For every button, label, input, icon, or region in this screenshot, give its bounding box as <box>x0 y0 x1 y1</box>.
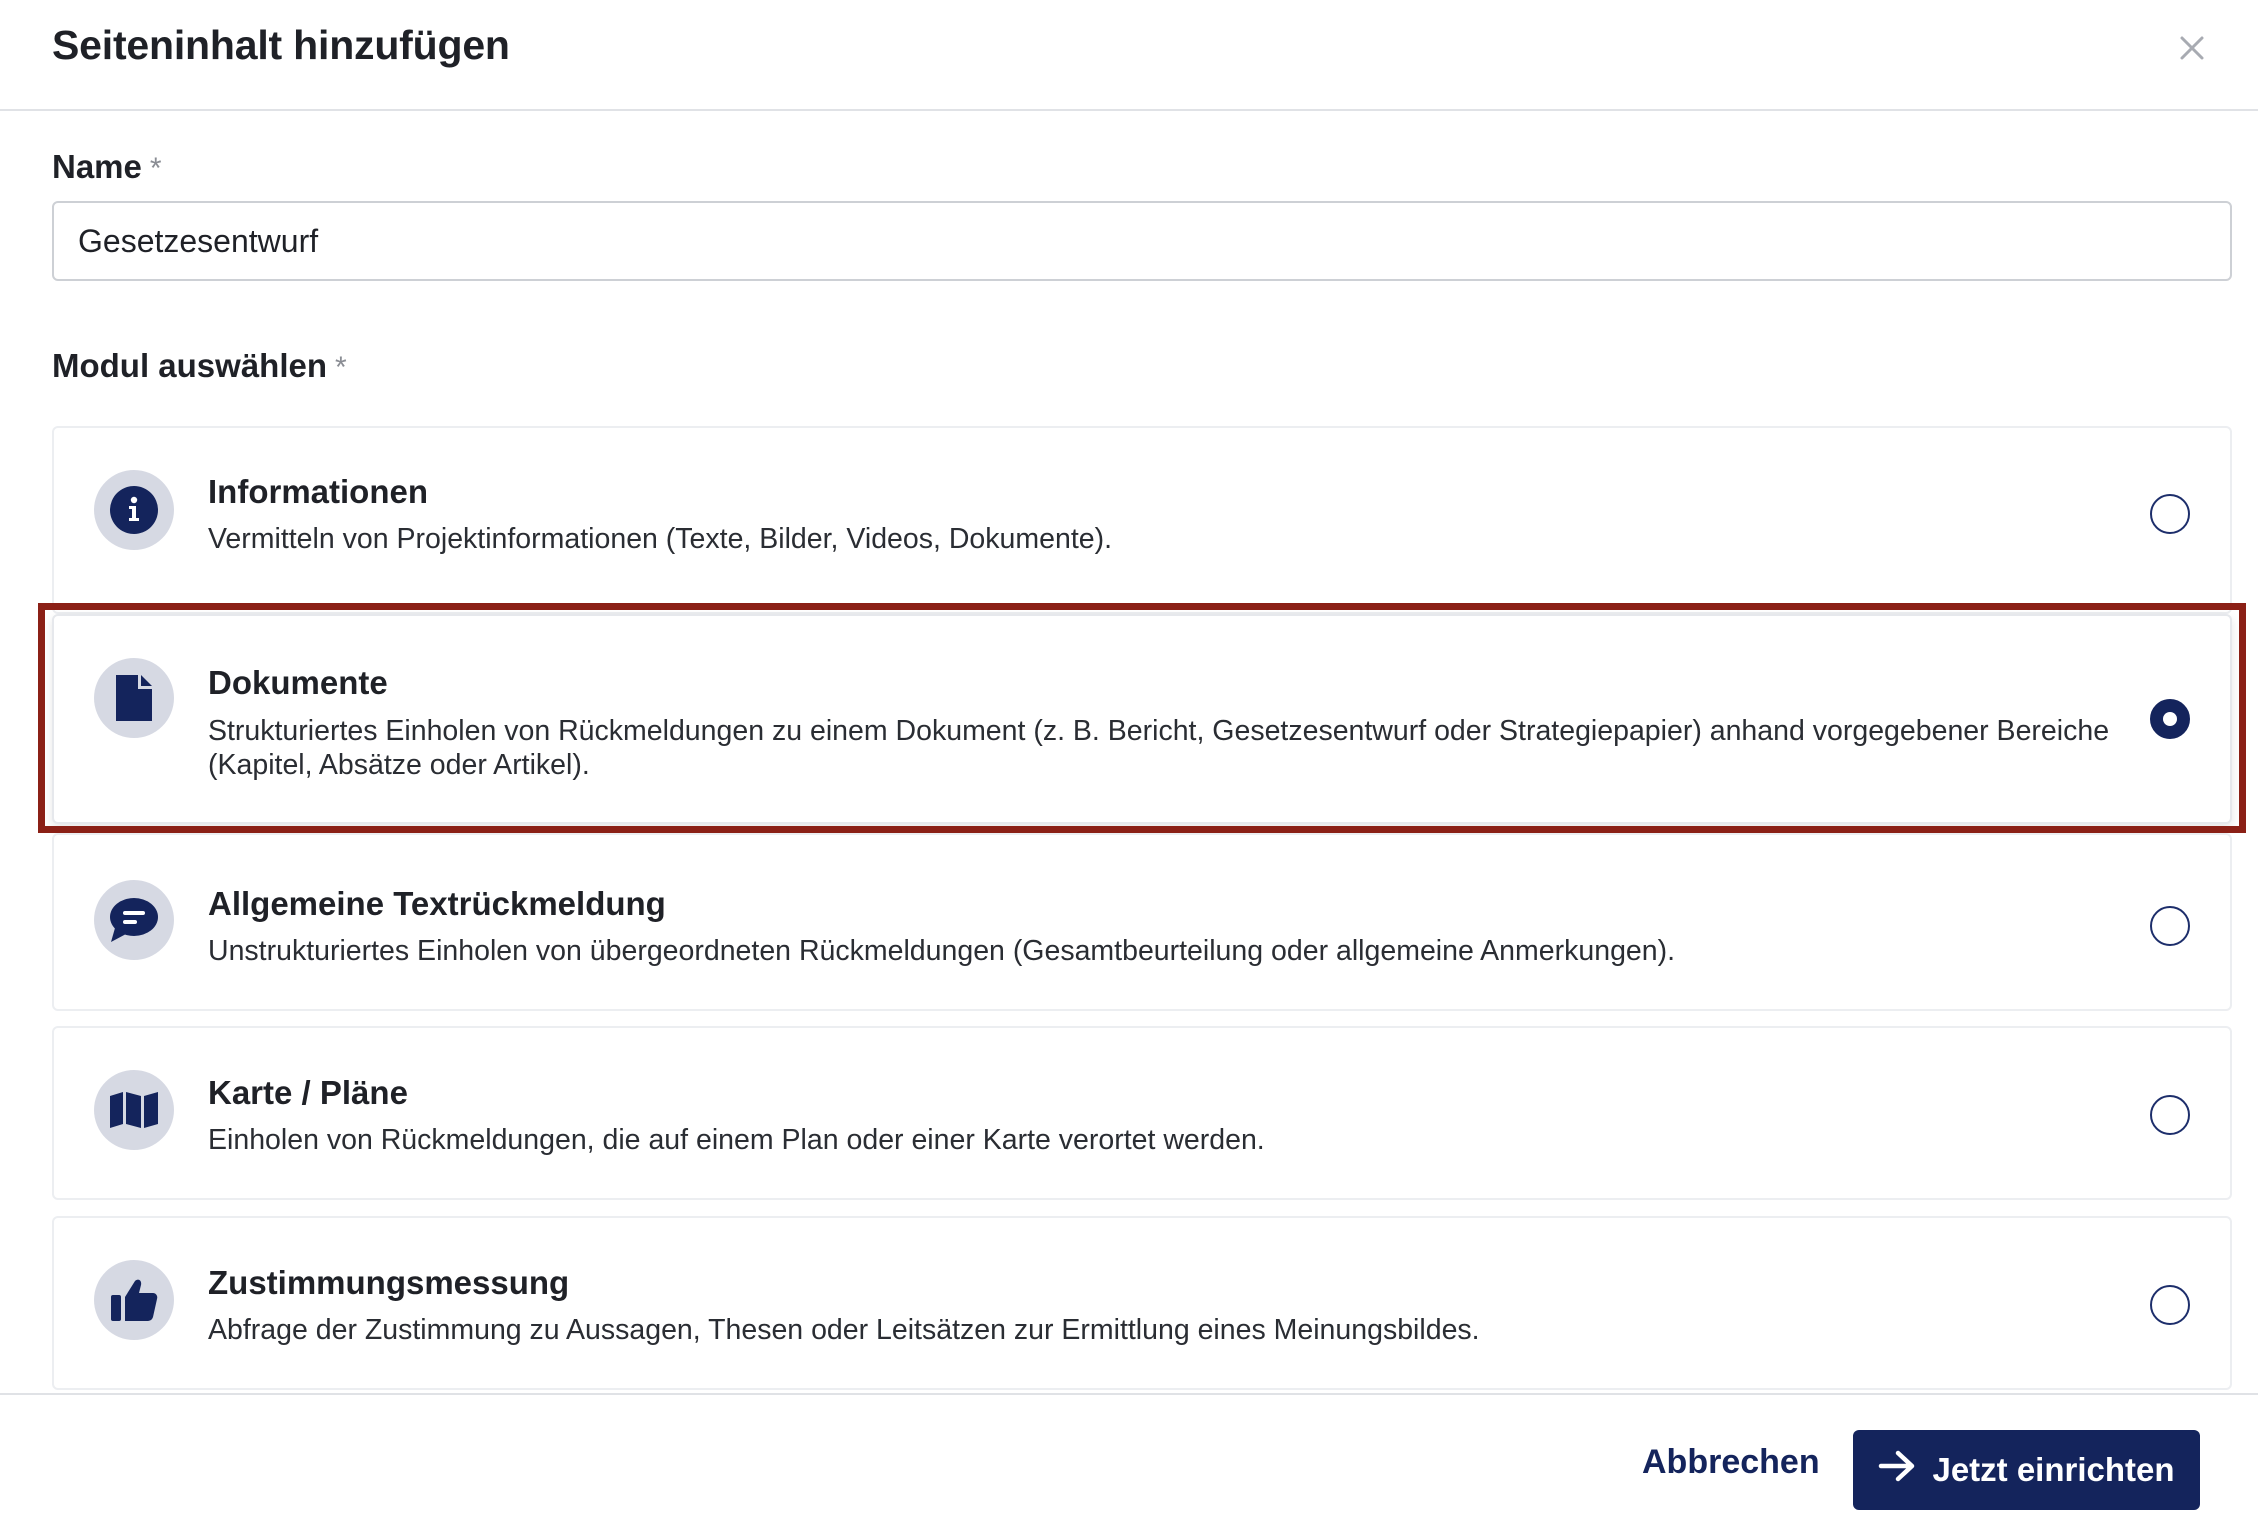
dialog-header <box>0 0 2258 111</box>
close-icon[interactable] <box>2172 28 2212 68</box>
module-radio[interactable] <box>2150 906 2190 946</box>
module-title: Informationen <box>208 473 428 510</box>
module-card-textrueckmeldung[interactable] <box>52 833 2232 1011</box>
module-radio[interactable] <box>2150 494 2190 534</box>
comment-icon <box>94 880 174 960</box>
module-radio[interactable] <box>2150 699 2190 739</box>
module-title: Karte / Pläne <box>208 1074 408 1111</box>
module-title: Zustimmungsmessung <box>208 1264 570 1301</box>
module-description: Strukturiertes Einholen von Rückmeldungen zu einem Dokument (z. B. Bericht, Gesetzesentwurf oder Strategiepapier) anhand vorgegebener Bereiche (Kapitel, Absätze oder Artikel). <box>208 715 2110 781</box>
thumbs-up-icon <box>94 1260 174 1340</box>
dialog-footer <box>0 1393 2258 1534</box>
required-mark: * <box>149 152 162 185</box>
module-radio[interactable] <box>2150 1285 2190 1325</box>
map-icon <box>94 1070 174 1150</box>
module-card-dokumente[interactable] <box>52 614 2232 824</box>
submit-button[interactable] <box>1853 1430 2200 1510</box>
module-radio[interactable] <box>2150 1095 2190 1135</box>
module-description: Abfrage der Zustimmung zu Aussagen, Thesen oder Leitsätzen zur Ermittlung eines Meinungsbildes. <box>208 1314 1480 1346</box>
info-icon <box>94 470 174 550</box>
module-label <box>52 347 347 385</box>
module-title: Allgemeine Textrückmeldung <box>208 885 666 922</box>
document-icon <box>94 658 174 738</box>
name-label-text: Name <box>52 148 142 185</box>
module-title: Dokumente <box>208 664 388 701</box>
dialog-title: Seiteninhalt hinzufügen <box>52 22 510 68</box>
name-label <box>52 148 162 186</box>
name-input[interactable] <box>52 201 2232 281</box>
module-card-zustimmungsmessung[interactable] <box>52 1216 2232 1390</box>
module-description: Einholen von Rückmeldungen, die auf einem Plan oder einer Karte verortet werden. <box>208 1124 1265 1156</box>
arrow-right-icon <box>1878 1450 1916 1490</box>
module-description: Vermitteln von Projektinformationen (Texte, Bilder, Videos, Dokumente). <box>208 523 1112 555</box>
required-mark: * <box>335 351 347 384</box>
module-description: Unstrukturiertes Einholen von übergeordneten Rückmeldungen (Gesamtbeurteilung oder allgemeine Anmerkungen). <box>208 935 1676 967</box>
module-card-karte[interactable] <box>52 1026 2232 1200</box>
submit-button-label: Jetzt einrichten <box>1932 1451 2175 1488</box>
module-card-informationen[interactable] <box>52 426 2232 614</box>
cancel-button[interactable]: Abbrechen <box>1642 1443 1820 1481</box>
module-label-text: Modul auswählen <box>52 347 328 384</box>
